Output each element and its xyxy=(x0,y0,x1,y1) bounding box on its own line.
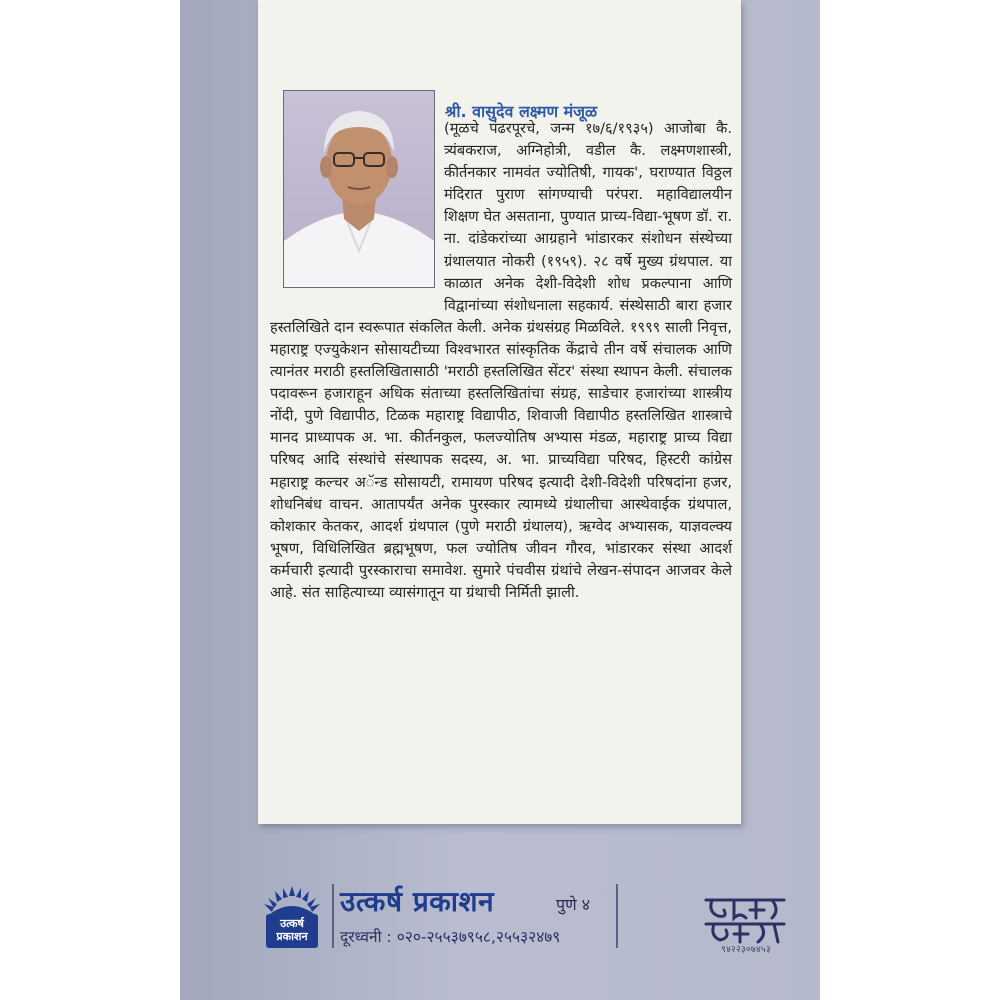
publisher-city: पुणे ४ xyxy=(556,895,591,914)
author-biography-text: (मूळचे पंढरपूरचे, जन्म १७/६/१९३५) आजोबा कै. त्र्यंबकराज, अग्निहोत्री, वडील कै. लक्ष्मणशास्त्री, कीर्तनकार नामवंत ज्योतिषी, गायक', घराण्यात विठ्ठल मंदिरात पुराण सांगण्याची परंपरा. महाविद्यालयीन शिक्षण घेत असताना, पुण्यात प्राच्य-विद्या-भूषण डॉ. रा. ना. दांडेकरांच्या आग्रहाने भांडारकर संशोधन संस्थेच्या ग्रंथालयात नोकरी (१९५९). २८ वर्षे मुख्य ग्रंथपाल. या काळात अनेक देशी-विदेशी शोध प्रकल्पाना आणि विद्वानांच्या संशोधनाला सहकार्य. संस्थेसाठी बारा हजार हस्तलिखिते दान स्वरूपात संकलित केली. अनेक ग्रंथसंग्रह मिळविले. १९९९ साली निवृत्त, महाराष्ट्र एज्युकेशन सोसायटीच्या विश्वभारत सांस्कृतिक केंद्राचे तीन वर्षे संचालक आणि त्यानंतर मराठी हस्तलिखितासाठी 'मराठी हस्तलिखित सेंटर' संस्था स्थापन केली. संचालक पदावरून हजाराहून अधिक संताच्या हस्तलिखितांचा संग्रह, साडेचार हजारांच्या शास्त्रीय नोंदी, पुणे विद्यापीठ, टिळक महाराष्ट्र विद्यापीठ, शिवाजी विद्यापीठ हस्तलिखित शास्त्राचे मानद प्राध्यापक अ. भा. कीर्तनकुल, फलज्योतिष अभ्यास मंडळ, महाराष्ट्र प्राच्य विद्या परिषद आदि संस्थांचे संस्थापक सदस्य, अ. भा. प्राच्यविद्या परिषद, हिस्टरी कांग्रेस महाराष्ट्र कल्चर अॅन्ड सोसायटी, रामायण परिषद इत्यादी देशी-विदेशी परिषदांना हजर, शोधनिबंध वाचन. आतापर्यंत अनेक पुरस्कार त्यामध्ये ग्रंथालीचा आस्थेवाईक ग्रंथपाल, कोशकार केतकर, आदर्श ग्रंथपाल (पुणे मराठी ग्रंथालय), ऋग्वेद अभ्यासक, याज्ञवल्क्य भूषण, विधिलिखित ब्रह्मभूषण, फल ज्योतिष जीवन गौरव, भांडारकर संस्था आदर्श कर्मचारी इत्यादी पुरस्काराचा समावेश. सुमारे पंचवीस ग्रंथांचे लेखन-संपादन आजवर केले आहे. संत साहित्याच्या व्यासंगातून या ग्रंथाची निर्मिती झाली. xyxy=(270,120,732,601)
publisher-phone: दूरध्वनी : ०२०-२५५३७९५८,२५५३२४७९ xyxy=(340,928,561,946)
author-biography xyxy=(270,118,732,604)
publisher-name: उत्कर्ष प्रकाशन xyxy=(340,885,495,918)
author-name: श्री. वासुदेव लक्ष्मण मंजूळ xyxy=(445,102,598,121)
seal-code: ९४२२३०७४५३ xyxy=(721,945,771,955)
calligraphy-seal-icon xyxy=(700,888,790,948)
logo-text-bottom: प्रकाशन xyxy=(276,930,308,943)
photo-wrap-spacer xyxy=(270,118,444,296)
publisher-logo xyxy=(260,884,324,950)
divider-right xyxy=(616,884,618,948)
logo-text-top: उत्कर्ष xyxy=(280,917,304,930)
divider-left xyxy=(332,884,334,948)
